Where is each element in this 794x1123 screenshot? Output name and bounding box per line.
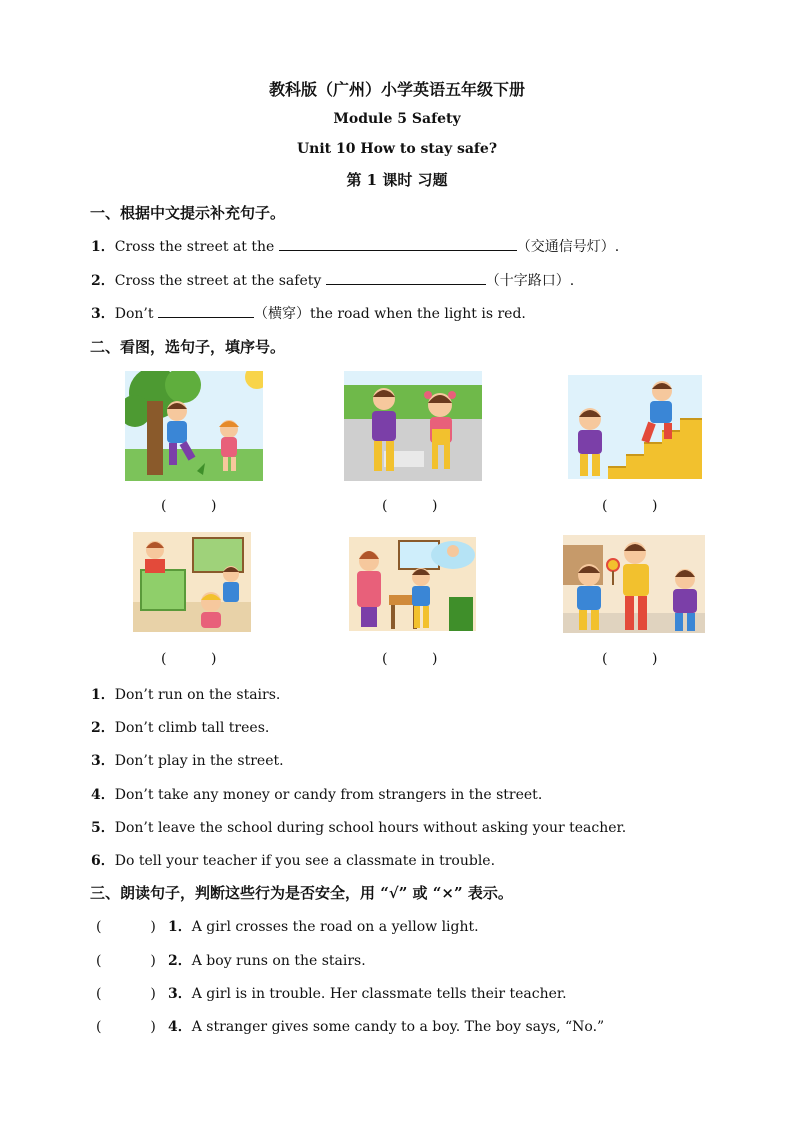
s2-sentence-text: Don’t climb tall trees.: [114, 720, 270, 736]
s3-item-number: 1．: [168, 919, 192, 935]
s1-item-number: 1．: [91, 239, 115, 255]
picture-5: [349, 537, 476, 631]
s2-sentence-text: Don’t take any money or candy from strangers in the street.: [114, 787, 543, 803]
s3-item-text: A girl crosses the road on a yellow light.: [191, 919, 479, 935]
picture-3: [568, 375, 706, 485]
s2-sentence-number: 5．: [91, 820, 115, 836]
s3-item-number: 2．: [168, 953, 192, 969]
s3-item-3: [96, 983, 567, 1003]
picture-4: [133, 532, 251, 632]
teacher-and-boy-with-classmate-in-water-picture: [349, 537, 476, 631]
s2-sentence-text: Don’t run on the stairs.: [114, 687, 281, 703]
s2-sentence-number: 3．: [91, 753, 115, 769]
picture-1-answer-paren[interactable]: ( ): [161, 498, 217, 514]
s3-item-4: [96, 1016, 604, 1036]
answer-blank[interactable]: [326, 270, 486, 285]
section-1-heading: 一、根据中文提示补充句子。: [90, 204, 286, 222]
teacher-and-girl-in-classroom-picture: [133, 532, 251, 632]
picture-3-answer-paren[interactable]: ( ): [602, 498, 658, 514]
s2-sentence-text: Don’t leave the school during school hours without asking your teacher.: [114, 820, 627, 836]
module-title: Module 5 Safety: [333, 111, 461, 127]
s2-sentence-3: [91, 750, 284, 770]
s1-item-3: [91, 303, 526, 323]
s2-sentence-text: Do tell your teacher if you see a classmate in trouble.: [114, 853, 496, 869]
picture-6: [563, 535, 705, 633]
boy-climbing-tree-picture: [125, 371, 263, 481]
answer-blank[interactable]: [158, 303, 254, 318]
s1-item-number: 2．: [91, 273, 115, 289]
worksheet-title: 教科版（广州）小学英语五年级下册: [268, 80, 525, 99]
s1-item-text: Don’t: [114, 306, 158, 322]
unit-title: Unit 10 How to stay safe?: [296, 141, 498, 157]
s3-item-text: A boy runs on the stairs.: [191, 953, 366, 969]
s2-sentence-2: [91, 717, 269, 737]
judge-answer-paren[interactable]: ( ): [96, 919, 156, 935]
s1-item-1: [91, 236, 619, 256]
s1-item-hint: （横穿）the road when the light is red.: [253, 306, 526, 322]
s2-sentence-5: [91, 817, 626, 837]
s1-item-text: Cross the street at the: [114, 239, 279, 255]
s3-item-1: [96, 916, 479, 936]
s3-item-2: [96, 950, 366, 970]
s2-sentence-number: 1．: [91, 687, 115, 703]
boy-running-on-stairs-picture: [568, 375, 702, 479]
section-3-heading: 三、朗读句子，判断这些行为是否安全，用 “√” 或 “×” 表示。: [90, 884, 513, 902]
section-2-heading: 二、看图，选句子，填序号。: [90, 338, 286, 356]
s2-sentence-number: 4．: [91, 787, 115, 803]
picture-5-answer-paren[interactable]: ( ): [382, 651, 438, 667]
s3-item-number: 3．: [168, 986, 192, 1002]
children-by-road-picture: [344, 371, 482, 481]
s1-item-hint: （十字路口）.: [485, 273, 575, 289]
s3-item-number: 4．: [168, 1019, 192, 1035]
judge-answer-paren[interactable]: ( ): [96, 953, 156, 969]
answer-blank[interactable]: [279, 236, 517, 251]
s1-item-number: 3．: [91, 306, 115, 322]
s3-item-text: A stranger gives some candy to a boy. The boy says, “No.”: [191, 1019, 605, 1035]
s2-sentence-number: 6．: [91, 853, 115, 869]
lesson-title: 第 1 课时 习题: [346, 171, 448, 189]
s3-item-text: A girl is in trouble. Her classmate tells their teacher.: [191, 986, 567, 1002]
s1-item-2: [91, 270, 574, 290]
s1-item-text: Cross the street at the safety: [114, 273, 326, 289]
s1-item-hint: （交通信号灯）.: [516, 239, 620, 255]
judge-answer-paren[interactable]: ( ): [96, 986, 156, 1002]
s2-sentence-4: [91, 784, 542, 804]
s2-sentence-6: [91, 850, 495, 870]
s2-sentence-text: Don’t play in the street.: [114, 753, 284, 769]
s2-sentence-1: [91, 684, 280, 704]
picture-1: [125, 371, 263, 481]
picture-6-answer-paren[interactable]: ( ): [602, 651, 658, 667]
judge-answer-paren[interactable]: ( ): [96, 1019, 156, 1035]
picture-2: [344, 371, 482, 481]
s2-sentence-number: 2．: [91, 720, 115, 736]
stranger-offering-candy-picture: [563, 535, 705, 633]
picture-4-answer-paren[interactable]: ( ): [161, 651, 217, 667]
picture-2-answer-paren[interactable]: ( ): [382, 498, 438, 514]
